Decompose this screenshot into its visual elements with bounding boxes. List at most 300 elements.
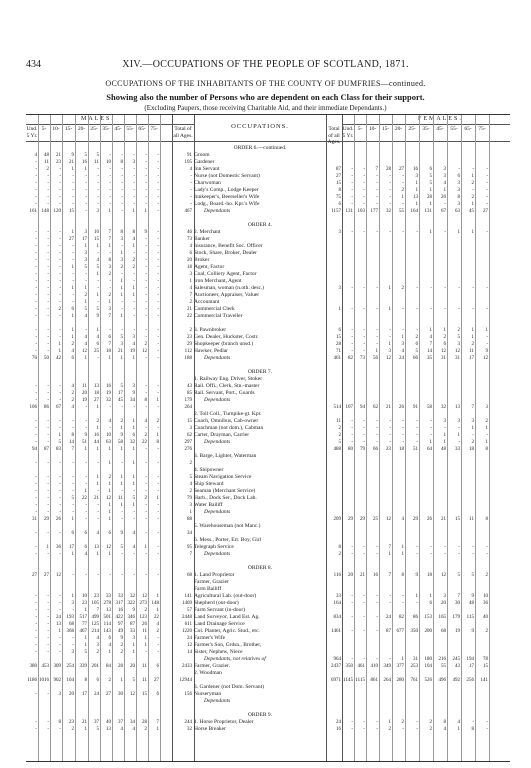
female-cell: - bbox=[363, 188, 365, 193]
female-cell: 12 bbox=[483, 356, 488, 361]
female-cell: 1 bbox=[388, 307, 391, 312]
female-cell: 82 bbox=[399, 615, 404, 620]
male-cell: - bbox=[47, 258, 49, 263]
female-cell: - bbox=[389, 426, 391, 431]
occupations-heading: OCCUPATIONS. bbox=[231, 123, 289, 130]
male-cell: 1 bbox=[108, 489, 111, 494]
male-cell: 5 bbox=[96, 265, 99, 270]
female-cell: 94 bbox=[360, 405, 365, 410]
occupation-label: 3. Gardener (not Dom. Servant) bbox=[194, 684, 264, 690]
male-cell: - bbox=[35, 433, 37, 438]
male-cell: - bbox=[97, 461, 99, 466]
female-cell: 2 bbox=[401, 720, 404, 725]
female-cell: 6 bbox=[457, 174, 460, 179]
occupation-label: Steam Navigation Service bbox=[194, 474, 252, 480]
male-total-cell: 29 bbox=[187, 342, 192, 347]
male-cell: - bbox=[35, 608, 37, 613]
male-cell: - bbox=[133, 405, 135, 410]
male-cell: - bbox=[133, 328, 135, 333]
occupation-label: Coach, Omnibus, Cab-owner bbox=[194, 418, 259, 424]
occupation-label: Dependants bbox=[204, 698, 231, 704]
occupation-label: Land Drainage Service bbox=[194, 621, 245, 627]
male-cell: 1 bbox=[132, 461, 135, 466]
female-cell: - bbox=[444, 426, 446, 431]
table-row bbox=[26, 229, 510, 236]
female-cell: 5 bbox=[415, 349, 418, 354]
female-cell: - bbox=[351, 349, 353, 354]
male-cell: - bbox=[85, 209, 87, 214]
male-cell: - bbox=[47, 251, 49, 256]
female-total-cell: 1461 bbox=[331, 629, 341, 634]
male-cell: 8 bbox=[71, 433, 74, 438]
male-cell: - bbox=[59, 643, 61, 648]
table-row bbox=[26, 572, 510, 579]
male-cell: 7 bbox=[71, 447, 74, 452]
male-cell: 16 bbox=[82, 160, 87, 165]
table-row bbox=[26, 719, 510, 726]
female-cell: 179 bbox=[452, 615, 460, 620]
male-cell: 1 bbox=[120, 293, 123, 298]
male-cell: 24 bbox=[56, 615, 61, 620]
table-row bbox=[26, 320, 510, 327]
male-cell: - bbox=[47, 727, 49, 732]
male-age-header: 35- bbox=[102, 126, 110, 132]
male-cell: 4 bbox=[120, 727, 123, 732]
male-cell: - bbox=[121, 405, 123, 410]
female-cell: - bbox=[458, 167, 460, 172]
female-cell: 4 bbox=[443, 727, 446, 732]
male-cell: - bbox=[133, 153, 135, 158]
female-cell: 1 bbox=[485, 440, 488, 445]
female-cell: 861 bbox=[370, 678, 378, 683]
female-cell: 9 bbox=[471, 629, 474, 634]
male-total-cell: 467 bbox=[184, 209, 192, 214]
male-cell: 1 bbox=[71, 335, 74, 340]
female-cell: - bbox=[486, 286, 488, 291]
male-cell: - bbox=[157, 342, 159, 347]
female-cell: 1 bbox=[471, 335, 474, 340]
female-cell: - bbox=[430, 426, 432, 431]
male-cell: - bbox=[47, 531, 49, 536]
table-row bbox=[26, 607, 510, 614]
male-cell: - bbox=[59, 279, 61, 284]
male-cell: 6 bbox=[108, 531, 111, 536]
female-cell: 377 bbox=[396, 664, 404, 669]
female-cell: 1 bbox=[401, 335, 404, 340]
male-cell: - bbox=[59, 328, 61, 333]
female-cell: 3 bbox=[443, 419, 446, 424]
female-total-cell: 6 bbox=[338, 328, 341, 333]
male-cell: - bbox=[59, 293, 61, 298]
table-row bbox=[26, 327, 510, 334]
male-total-cell: 1 bbox=[189, 279, 192, 284]
table-title: OCCUPATIONS OF THE INHABITANTS OF THE COUNTY OF DUMFRIES—continued. bbox=[105, 79, 426, 88]
male-cell: 9 bbox=[120, 433, 123, 438]
male-cell: - bbox=[97, 573, 99, 578]
female-cell: 1 bbox=[401, 195, 404, 200]
male-cell: - bbox=[157, 202, 159, 207]
male-cell: 2 bbox=[46, 167, 49, 172]
female-cell: - bbox=[389, 601, 391, 606]
male-cell: 32 bbox=[130, 594, 135, 599]
male-cell: - bbox=[97, 489, 99, 494]
male-cell: - bbox=[121, 188, 123, 193]
male-cell: - bbox=[47, 272, 49, 277]
female-cell: - bbox=[351, 167, 353, 172]
male-cell: 27 bbox=[32, 573, 37, 578]
occupation-label: Sister, Nephew, Niece bbox=[194, 649, 243, 655]
female-cell: - bbox=[444, 230, 446, 235]
male-cell: - bbox=[35, 461, 37, 466]
female-cell: 2 bbox=[415, 335, 418, 340]
male-cell: 501 bbox=[103, 615, 111, 620]
male-cell: - bbox=[35, 272, 37, 277]
male-cell: 6 bbox=[71, 307, 74, 312]
male-cell: - bbox=[109, 195, 111, 200]
order-heading: ORDER 6.—continued. bbox=[233, 145, 287, 151]
male-cell: - bbox=[157, 181, 159, 186]
male-cell: 3 bbox=[120, 258, 123, 263]
female-cell: 2 bbox=[485, 573, 488, 578]
male-cell: - bbox=[59, 601, 61, 606]
male-cell: - bbox=[85, 517, 87, 522]
female-cell: 2 bbox=[429, 720, 432, 725]
male-cell: - bbox=[157, 356, 159, 361]
occupation-label: Salesman, woman (n.oth. desc.) bbox=[194, 285, 265, 291]
male-cell: 3 bbox=[108, 307, 111, 312]
male-cell: - bbox=[133, 489, 135, 494]
male-total-cell: 73 bbox=[187, 237, 192, 242]
male-cell: - bbox=[72, 489, 74, 494]
female-cell: - bbox=[389, 440, 391, 445]
male-cell: - bbox=[35, 202, 37, 207]
male-total-cell: 23 bbox=[187, 335, 192, 340]
male-cell: - bbox=[35, 342, 37, 347]
male-cell: 22 bbox=[154, 615, 159, 620]
male-cell: 11 bbox=[142, 664, 147, 669]
male-cell: - bbox=[72, 258, 74, 263]
male-total-cell: 264 bbox=[184, 405, 192, 410]
table-row bbox=[26, 418, 510, 425]
female-cell: - bbox=[376, 552, 378, 557]
table-row bbox=[26, 530, 510, 537]
female-cell: 7 bbox=[429, 342, 432, 347]
female-cell: 1 bbox=[415, 181, 418, 186]
female-total-cell: 461 bbox=[333, 356, 341, 361]
male-cell: 1 bbox=[120, 503, 123, 508]
female-cell: 15 bbox=[455, 517, 460, 522]
table-row bbox=[26, 264, 510, 271]
occupation-label: Telegraph Service bbox=[194, 544, 234, 550]
occupation-label: Inn Servant bbox=[194, 166, 220, 172]
female-cell: - bbox=[486, 202, 488, 207]
female-cell: - bbox=[472, 286, 474, 291]
male-cell: 30 bbox=[118, 692, 123, 697]
occupation-label: 3. Barge, Lighter, Waterman bbox=[194, 453, 257, 459]
female-cell: - bbox=[389, 202, 391, 207]
male-cell: 5 bbox=[71, 496, 74, 501]
male-cell: 161 bbox=[29, 209, 37, 214]
male-cell: 94 bbox=[32, 447, 37, 452]
female-cell: 33 bbox=[455, 447, 460, 452]
table-row bbox=[26, 467, 510, 474]
female-age-header: 5- bbox=[357, 126, 363, 132]
female-cell: 15 bbox=[483, 664, 488, 669]
occupation-label: Broker bbox=[194, 257, 210, 263]
male-cell: - bbox=[47, 237, 49, 242]
male-cell: - bbox=[72, 195, 74, 200]
male-cell: 51 bbox=[82, 440, 87, 445]
female-cell: - bbox=[486, 545, 488, 550]
female-cell: 64 bbox=[427, 447, 432, 452]
female-cell: 11 bbox=[469, 517, 474, 522]
male-cell: 1 bbox=[84, 167, 87, 172]
table-row bbox=[26, 600, 510, 607]
female-cell: 1 bbox=[485, 328, 488, 333]
female-cell: - bbox=[351, 174, 353, 179]
table-row bbox=[26, 642, 510, 649]
table-row bbox=[26, 250, 510, 257]
female-cell: 7 bbox=[388, 545, 391, 550]
male-cell: 21 bbox=[56, 153, 61, 158]
female-cell: 18 bbox=[427, 573, 432, 578]
male-cell: 1 bbox=[84, 636, 87, 641]
female-cell: 1 bbox=[401, 545, 404, 550]
male-cell: 5 bbox=[120, 545, 123, 550]
female-cell: - bbox=[402, 174, 404, 179]
male-total-cell: 24 bbox=[187, 636, 192, 641]
table-row bbox=[26, 551, 510, 558]
female-cell: 78 bbox=[483, 657, 488, 662]
male-cell: - bbox=[121, 489, 123, 494]
male-cell: 16 bbox=[94, 433, 99, 438]
male-cell: - bbox=[157, 636, 159, 641]
female-cell: - bbox=[430, 419, 432, 424]
female-cell: 2 bbox=[457, 328, 460, 333]
female-cell: - bbox=[376, 629, 378, 634]
male-cell: - bbox=[35, 643, 37, 648]
male-cell: 214 bbox=[91, 629, 99, 634]
female-cell: 2 bbox=[388, 727, 391, 732]
male-total-cell: 85 bbox=[187, 391, 192, 396]
male-cell: 2 bbox=[156, 629, 159, 634]
female-cell: 35 bbox=[427, 356, 432, 361]
male-cell: 29 bbox=[44, 517, 49, 522]
male-cell: - bbox=[157, 552, 159, 557]
male-total-cell: 2 bbox=[189, 328, 192, 333]
male-total-cell: 188 bbox=[184, 356, 192, 361]
female-cell: 3 bbox=[443, 167, 446, 172]
male-cell: 87 bbox=[44, 447, 49, 452]
male-cell: 27 bbox=[154, 678, 159, 683]
female-cell: - bbox=[376, 433, 378, 438]
male-cell: - bbox=[85, 174, 87, 179]
male-total-cell: 12 bbox=[187, 643, 192, 648]
male-cell: 4 bbox=[71, 405, 74, 410]
female-cell: - bbox=[486, 188, 488, 193]
male-cell: 8 bbox=[156, 440, 159, 445]
male-cell: - bbox=[157, 230, 159, 235]
male-cell: - bbox=[35, 489, 37, 494]
male-cell: 11 bbox=[94, 160, 99, 165]
male-cell: - bbox=[121, 195, 123, 200]
occupation-label: Rail. Servant, Port., Guards bbox=[194, 390, 255, 396]
table-row bbox=[26, 656, 510, 663]
female-total-cell: 15 bbox=[336, 335, 341, 340]
male-cell: - bbox=[145, 174, 147, 179]
female-cell: - bbox=[389, 230, 391, 235]
female-cell: - bbox=[376, 286, 378, 291]
female-cell: 7 bbox=[471, 405, 474, 410]
male-cell: 76 bbox=[32, 356, 37, 361]
female-total-cell: 488 bbox=[333, 447, 341, 452]
male-cell: - bbox=[133, 202, 135, 207]
male-cell: - bbox=[97, 300, 99, 305]
female-cell: 45 bbox=[469, 209, 474, 214]
male-cell: - bbox=[35, 720, 37, 725]
male-cell: - bbox=[145, 265, 147, 270]
female-cell: 1 bbox=[401, 657, 404, 662]
female-age-header: 10- bbox=[368, 126, 377, 132]
occupation-label: Dependants bbox=[204, 439, 231, 445]
female-cell: - bbox=[389, 174, 391, 179]
female-cell: - bbox=[376, 594, 378, 599]
male-cell: - bbox=[97, 181, 99, 186]
male-cell: 273 bbox=[139, 601, 147, 606]
table-row bbox=[26, 474, 510, 481]
male-cell: 1 bbox=[84, 643, 87, 648]
female-total-cell: 2437 bbox=[331, 664, 341, 669]
male-cell: - bbox=[157, 391, 159, 396]
male-cell: - bbox=[47, 174, 49, 179]
female-cell: 29 bbox=[348, 517, 353, 522]
male-cell: - bbox=[35, 503, 37, 508]
female-cell: - bbox=[376, 615, 378, 620]
occupation-label: 1. Horse Proprietor, Dealer bbox=[194, 719, 254, 725]
female-cell: 31 bbox=[441, 356, 446, 361]
male-cell: 12 bbox=[142, 349, 147, 354]
male-cell: 12 bbox=[106, 496, 111, 501]
male-cell: 467 bbox=[79, 629, 87, 634]
male-cell: 32 bbox=[106, 398, 111, 403]
male-cell: - bbox=[133, 174, 135, 179]
female-total-cell: 16 bbox=[336, 727, 341, 732]
male-cell: 11 bbox=[118, 496, 123, 501]
male-cell: 19 bbox=[130, 349, 135, 354]
female-total-cell: 27 bbox=[336, 174, 341, 179]
female-cell: 2 bbox=[401, 286, 404, 291]
occupation-label: Dependants bbox=[204, 355, 231, 361]
male-cell: 1 bbox=[84, 300, 87, 305]
male-cell: 11 bbox=[142, 678, 147, 683]
male-cell: 12 bbox=[56, 573, 61, 578]
table-row bbox=[26, 236, 510, 243]
table-row bbox=[26, 278, 510, 285]
male-cell: 4 bbox=[34, 153, 37, 158]
female-cell: - bbox=[363, 552, 365, 557]
female-age-header: 45- bbox=[436, 126, 444, 132]
male-cell: - bbox=[109, 181, 111, 186]
male-cell: - bbox=[145, 510, 147, 515]
female-cell: - bbox=[376, 419, 378, 424]
male-cell: - bbox=[35, 531, 37, 536]
male-cell: - bbox=[47, 279, 49, 284]
male-cell: 6 bbox=[96, 342, 99, 347]
occupation-label: Dependants bbox=[204, 509, 231, 515]
male-cell: - bbox=[59, 286, 61, 291]
male-cell: 11 bbox=[82, 384, 87, 389]
female-cell: - bbox=[351, 335, 353, 340]
male-cell: - bbox=[157, 160, 159, 165]
male-cell: - bbox=[145, 293, 147, 298]
female-cell: 26 bbox=[441, 195, 446, 200]
table-row bbox=[26, 439, 510, 446]
occupation-label: Charwoman bbox=[194, 180, 221, 186]
male-cell: - bbox=[133, 272, 135, 277]
male-cell: - bbox=[72, 181, 74, 186]
occupation-label: Farm Bailiff bbox=[194, 586, 222, 592]
male-total-cell: 22 bbox=[187, 314, 192, 319]
female-cell: 1 bbox=[429, 202, 432, 207]
male-cell: - bbox=[35, 727, 37, 732]
female-cell: - bbox=[351, 426, 353, 431]
female-cell: - bbox=[351, 629, 353, 634]
female-cell: - bbox=[444, 552, 446, 557]
male-cell: 33 bbox=[130, 629, 135, 634]
female-cell: 2 bbox=[443, 335, 446, 340]
male-cell: 8 bbox=[58, 720, 61, 725]
female-cell: 26 bbox=[427, 517, 432, 522]
female-cell: - bbox=[363, 419, 365, 424]
female-cell: 6 bbox=[429, 601, 432, 606]
male-cell: 3 bbox=[84, 230, 87, 235]
male-cell: 1 bbox=[156, 398, 159, 403]
female-cell: 1 bbox=[471, 174, 474, 179]
male-cell: 1 bbox=[58, 629, 61, 634]
female-cell: - bbox=[389, 181, 391, 186]
male-age-header: 25- bbox=[90, 126, 98, 132]
female-cell: 1 bbox=[429, 440, 432, 445]
male-cell: 1 bbox=[120, 426, 123, 431]
female-cell: - bbox=[458, 307, 460, 312]
table-row bbox=[26, 544, 510, 551]
female-cell: 27 bbox=[399, 167, 404, 172]
female-cell: 12 bbox=[455, 349, 460, 354]
table-row bbox=[26, 621, 510, 628]
female-total-cell: 514 bbox=[333, 405, 341, 410]
female-cell: 28 bbox=[427, 195, 432, 200]
female-cell: 43 bbox=[455, 664, 460, 669]
female-cell: 3 bbox=[457, 202, 460, 207]
male-cell: - bbox=[157, 265, 159, 270]
male-cell: 2 bbox=[144, 608, 147, 613]
male-total-cell: - bbox=[190, 188, 192, 193]
table-row bbox=[26, 201, 510, 208]
male-cell: 26 bbox=[142, 622, 147, 627]
male-cell: - bbox=[85, 426, 87, 431]
table-row bbox=[26, 663, 510, 670]
male-cell: - bbox=[72, 279, 74, 284]
occupation-label: Ship Steward bbox=[194, 481, 224, 487]
female-total-cell: 75 bbox=[336, 195, 341, 200]
female-cell: 63 bbox=[455, 209, 460, 214]
male-cell: 49 bbox=[118, 629, 123, 634]
male-cell: 201 bbox=[91, 664, 99, 669]
female-cell: - bbox=[486, 174, 488, 179]
male-cell: - bbox=[157, 286, 159, 291]
female-cell: 1 bbox=[471, 328, 474, 333]
male-cell: 2 bbox=[120, 643, 123, 648]
